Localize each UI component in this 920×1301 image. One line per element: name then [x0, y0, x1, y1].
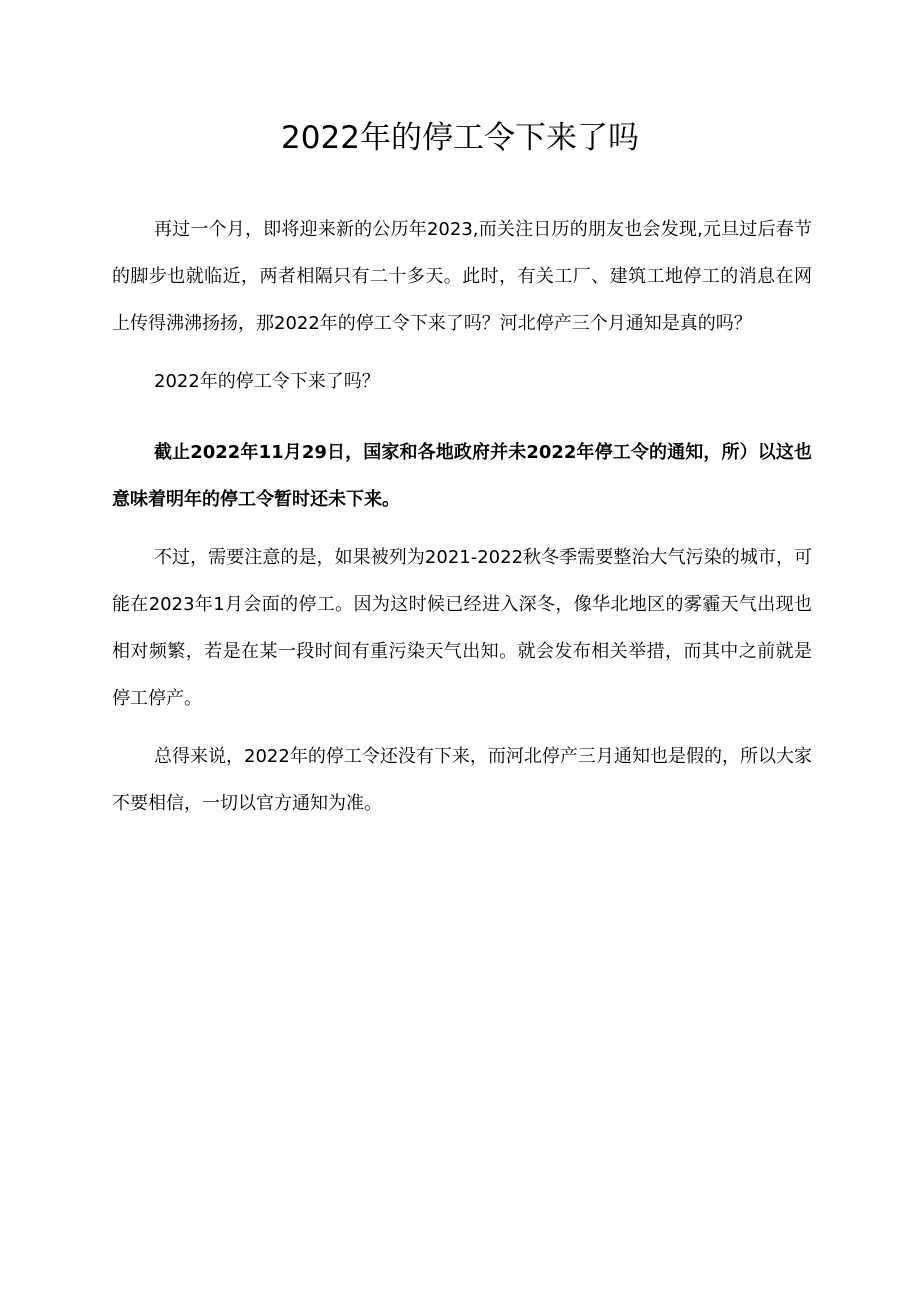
paragraph-conclusion: 总得来说，2022年的停工令还没有下来，而河北停产三月通知也是假的，所以大家不要相信，一切以官方通知为准。: [112, 746, 812, 814]
paragraph-intro: 再过一个月，即将迎来新的公历年2023,而关注日历的朋友也会发现,元旦过后春节的脚步也就临近，两者相隔只有二十多天。此时，有关工厂、建筑工地停工的消息在网上传得沸沸扬扬，那2022年的停工令下来了吗？河北停产三个月通知是真的吗？: [112, 219, 812, 334]
article-body: [112, 206, 812, 838]
paragraph-details: 不过，需要注意的是，如果被列为2021-2022秋冬季需要整治大气污染的城市，可能在2023年1月会面的停工。因为这时候已经进入深冬，像华北地区的雾霾天气出现也相对频繁，若是在某一段时间有重污染天气出知。就会发布相关举措，而其中之前就是停工停产。: [112, 547, 812, 709]
paragraph-bold-answer: 截止2022年11月29日，国家和各地政府并未2022年停工令的通知，所）以这也意味着明年的停工令暂时还未下来。: [112, 442, 812, 510]
paragraph-question: 2022年的停工令下来了吗？: [154, 371, 380, 392]
page-title: 2022年的停工令下来了吗: [281, 120, 639, 156]
